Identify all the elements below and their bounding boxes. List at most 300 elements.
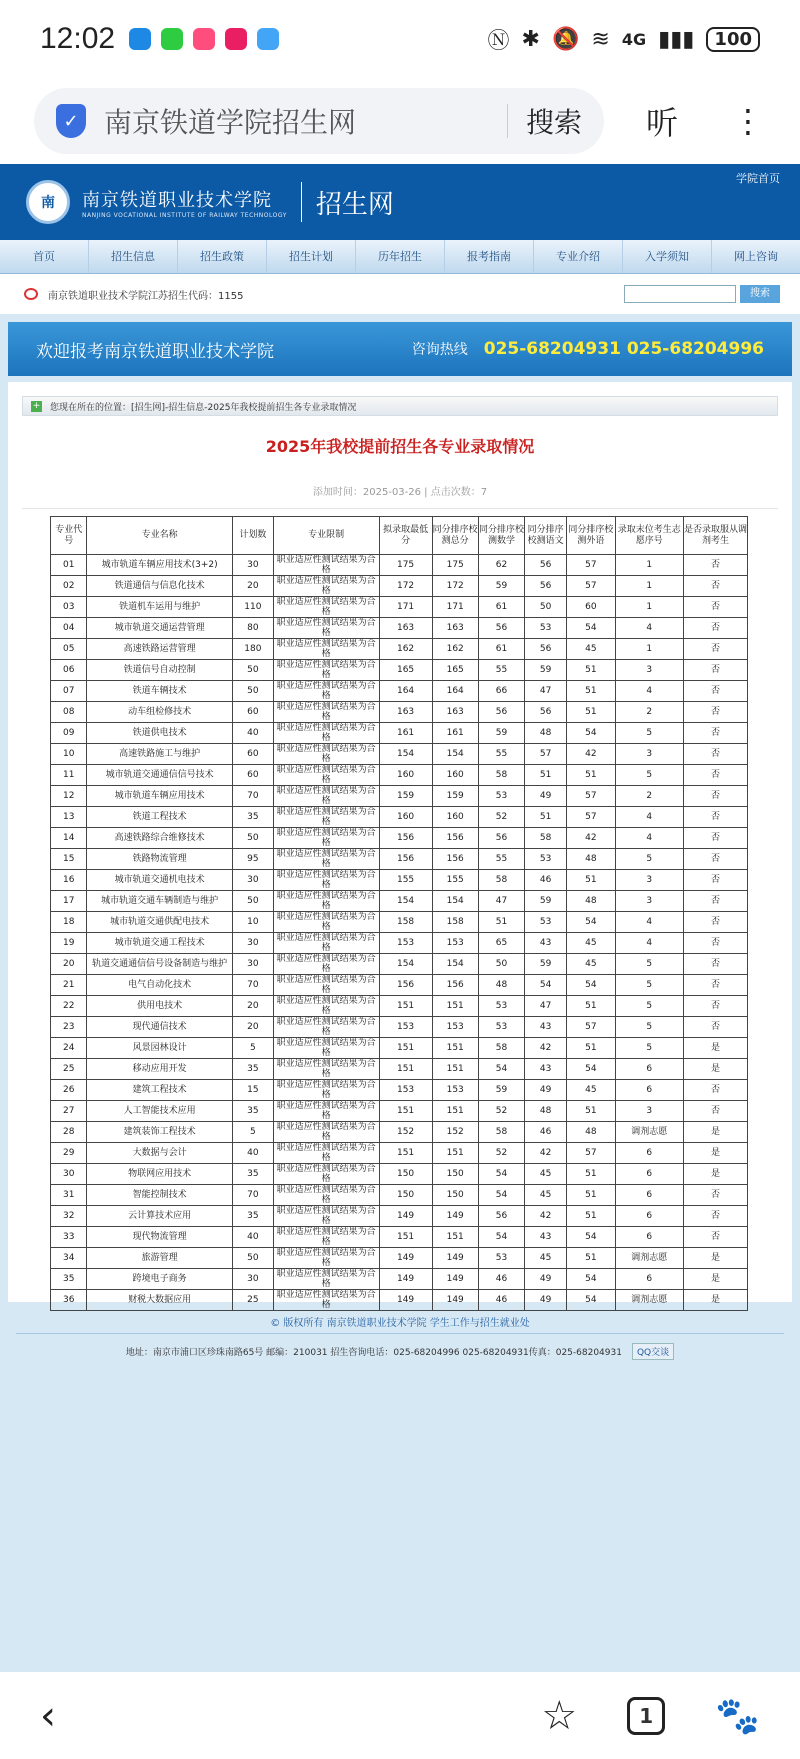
table-cell: 155 bbox=[379, 870, 432, 891]
table-cell: 60 bbox=[232, 744, 273, 765]
table-cell-limit: 职业适应性测试结果为合格 bbox=[273, 576, 379, 597]
notification-icons bbox=[129, 28, 279, 50]
table-cell: 5 bbox=[615, 1017, 683, 1038]
table-cell: 54 bbox=[478, 1059, 524, 1080]
table-header-cell: 计划数 bbox=[232, 517, 273, 555]
table-cell-limit: 职业适应性测试结果为合格 bbox=[273, 870, 379, 891]
table-cell: 151 bbox=[379, 1059, 432, 1080]
table-cell-limit: 职业适应性测试结果为合格 bbox=[273, 555, 379, 576]
table-cell: 153 bbox=[432, 1017, 478, 1038]
table-cell: 30 bbox=[232, 933, 273, 954]
breadcrumb-text: 您现在所在的位置：[招生网]-招生信息-2025年我校提前招生各专业录取情况 bbox=[50, 402, 357, 413]
table-cell: 55 bbox=[478, 660, 524, 681]
table-cell: 51 bbox=[567, 870, 616, 891]
table-cell: 20 bbox=[232, 1017, 273, 1038]
table-cell: 52 bbox=[478, 807, 524, 828]
table-cell-limit: 职业适应性测试结果为合格 bbox=[273, 954, 379, 975]
table-cell: 否 bbox=[683, 639, 747, 660]
logo-chinese: 南京铁道职业技术学院 bbox=[82, 189, 272, 211]
table-cell: 29 bbox=[51, 1143, 87, 1164]
nav-item-guide[interactable]: 报考指南 bbox=[445, 240, 534, 273]
table-cell: 02 bbox=[51, 576, 87, 597]
table-cell: 否 bbox=[683, 744, 747, 765]
plus-icon: + bbox=[32, 400, 41, 411]
table-cell: 34 bbox=[51, 1248, 87, 1269]
table-cell: 149 bbox=[379, 1290, 432, 1311]
table-cell: 50 bbox=[232, 1248, 273, 1269]
table-cell-limit: 职业适应性测试结果为合格 bbox=[273, 975, 379, 996]
table-cell: 151 bbox=[432, 1038, 478, 1059]
table-cell: 4 bbox=[615, 618, 683, 639]
table-cell: 51 bbox=[567, 1164, 616, 1185]
table-cell: 是 bbox=[683, 1038, 747, 1059]
table-cell: 47 bbox=[525, 681, 567, 702]
table-cell: 20 bbox=[232, 996, 273, 1017]
secure-shield-icon: ✓ bbox=[56, 104, 86, 138]
table-cell: 151 bbox=[379, 1227, 432, 1248]
table-cell: 40 bbox=[232, 723, 273, 744]
table-cell: 59 bbox=[478, 723, 524, 744]
table-cell: 3 bbox=[615, 891, 683, 912]
table-cell: 159 bbox=[432, 786, 478, 807]
weather-icon bbox=[257, 28, 279, 50]
table-cell: 60 bbox=[232, 702, 273, 723]
college-home-link[interactable]: 学院首页 bbox=[736, 172, 780, 185]
table-cell: 22 bbox=[51, 996, 87, 1017]
table-row bbox=[51, 660, 748, 681]
table-cell: 161 bbox=[379, 723, 432, 744]
table-cell: 156 bbox=[379, 828, 432, 849]
table-cell: 27 bbox=[51, 1101, 87, 1122]
table-header-cell: 录取末位考生志愿序号 bbox=[615, 517, 683, 555]
hotline-label: 咨询热线 bbox=[411, 342, 468, 358]
table-cell: 3 bbox=[615, 660, 683, 681]
table-cell: 是 bbox=[683, 1248, 747, 1269]
table-cell: 轨道交通通信信号设备制造与维护 bbox=[87, 954, 233, 975]
table-cell: 59 bbox=[525, 660, 567, 681]
table-cell: 04 bbox=[51, 618, 87, 639]
table-header-cell: 专业限制 bbox=[273, 517, 379, 555]
table-row bbox=[51, 744, 748, 765]
url-text[interactable]: 南京铁道学院招生网 bbox=[104, 106, 357, 139]
table-cell: 61 bbox=[478, 597, 524, 618]
table-cell: 53 bbox=[525, 912, 567, 933]
table-cell: 32 bbox=[51, 1206, 87, 1227]
table-header-row bbox=[51, 517, 748, 555]
table-cell: 56 bbox=[478, 618, 524, 639]
table-cell: 58 bbox=[478, 870, 524, 891]
table-cell-limit: 职业适应性测试结果为合格 bbox=[273, 1017, 379, 1038]
table-cell: 48 bbox=[478, 975, 524, 996]
mute-icon: 🔕 bbox=[551, 26, 580, 52]
table-cell: 51 bbox=[567, 681, 616, 702]
table-cell: 149 bbox=[379, 1248, 432, 1269]
table-cell: 54 bbox=[567, 1059, 616, 1080]
table-cell: 57 bbox=[567, 786, 616, 807]
table-cell: 现代物流管理 bbox=[87, 1227, 233, 1248]
table-cell: 55 bbox=[478, 849, 524, 870]
table-cell: 28 bbox=[51, 1122, 87, 1143]
nfc-icon: Ⓝ bbox=[487, 28, 510, 54]
table-cell: 164 bbox=[432, 681, 478, 702]
table-cell: 95 bbox=[232, 849, 273, 870]
nav-item-enrollment[interactable]: 入学须知 bbox=[623, 240, 712, 273]
table-cell: 160 bbox=[432, 765, 478, 786]
web-page bbox=[0, 164, 800, 1672]
table-row bbox=[51, 1206, 748, 1227]
article-meta: 添加时间：2025-03-26 | 点击次数：7 bbox=[312, 487, 488, 498]
table-cell: 30 bbox=[232, 870, 273, 891]
table-row bbox=[51, 639, 748, 660]
wifi-icon: ≋ bbox=[591, 26, 610, 52]
table-cell: 152 bbox=[432, 1122, 478, 1143]
listen-button[interactable]: 听 bbox=[646, 104, 679, 142]
table-cell-limit: 职业适应性测试结果为合格 bbox=[273, 1185, 379, 1206]
table-cell: 13 bbox=[51, 807, 87, 828]
table-row bbox=[51, 576, 748, 597]
table-cell: 35 bbox=[232, 1206, 273, 1227]
table-cell: 45 bbox=[525, 1185, 567, 1206]
table-cell: 20 bbox=[51, 954, 87, 975]
table-row bbox=[51, 1185, 748, 1206]
nav-item-majors[interactable]: 专业介绍 bbox=[534, 240, 623, 273]
table-cell: 智能控制技术 bbox=[87, 1185, 233, 1206]
table-cell: 50 bbox=[478, 954, 524, 975]
table-cell: 是 bbox=[683, 1122, 747, 1143]
table-cell: 否 bbox=[683, 618, 747, 639]
table-cell-limit: 职业适应性测试结果为合格 bbox=[273, 597, 379, 618]
table-cell: 6 bbox=[615, 1206, 683, 1227]
table-cell: 54 bbox=[567, 975, 616, 996]
welcome-banner bbox=[8, 322, 792, 376]
table-row bbox=[51, 597, 748, 618]
table-cell: 156 bbox=[432, 849, 478, 870]
table-cell: 6 bbox=[615, 1269, 683, 1290]
table-cell: 163 bbox=[432, 702, 478, 723]
table-cell: 铁路物流管理 bbox=[87, 849, 233, 870]
table-cell: 否 bbox=[683, 1080, 747, 1101]
table-row bbox=[51, 786, 748, 807]
table-cell: 175 bbox=[379, 555, 432, 576]
table-cell: 45 bbox=[567, 639, 616, 660]
table-cell: 62 bbox=[478, 555, 524, 576]
table-row bbox=[51, 828, 748, 849]
table-row bbox=[51, 555, 748, 576]
table-header-cell: 同分排序校测外语 bbox=[567, 517, 616, 555]
kebab-icon[interactable]: ⋮ bbox=[732, 102, 764, 140]
table-cell: 城市轨道交通工程技术 bbox=[87, 933, 233, 954]
divider bbox=[22, 508, 778, 509]
table-row bbox=[51, 807, 748, 828]
table-cell: 159 bbox=[379, 786, 432, 807]
table-cell: 30 bbox=[51, 1164, 87, 1185]
table-cell: 57 bbox=[567, 576, 616, 597]
table-cell: 150 bbox=[432, 1164, 478, 1185]
table-cell: 54 bbox=[478, 1227, 524, 1248]
table-cell: 43 bbox=[525, 1227, 567, 1248]
table-cell: 54 bbox=[567, 1290, 616, 1311]
table-cell: 165 bbox=[432, 660, 478, 681]
table-cell: 移动应用开发 bbox=[87, 1059, 233, 1080]
table-cell: 1 bbox=[615, 576, 683, 597]
table-cell: 40 bbox=[232, 1143, 273, 1164]
speech-bubble-icon bbox=[24, 288, 38, 300]
table-cell: 6 bbox=[615, 1143, 683, 1164]
table-row bbox=[51, 1080, 748, 1101]
table-row bbox=[51, 681, 748, 702]
status-right bbox=[488, 24, 760, 55]
table-cell: 60 bbox=[567, 597, 616, 618]
table-cell: 35 bbox=[51, 1269, 87, 1290]
table-cell: 160 bbox=[379, 765, 432, 786]
table-cell: 30 bbox=[232, 1269, 273, 1290]
bluetooth-icon: ✱ bbox=[521, 26, 540, 52]
table-cell: 56 bbox=[525, 639, 567, 660]
table-cell: 154 bbox=[379, 954, 432, 975]
nav-item-policy[interactable]: 招生政策 bbox=[178, 240, 267, 273]
bookmark-star-icon[interactable]: ☆ bbox=[541, 1692, 578, 1739]
table-cell: 48 bbox=[525, 723, 567, 744]
nav-item-home[interactable]: 首页 bbox=[0, 240, 89, 273]
table-cell: 调剂志愿 bbox=[615, 1122, 683, 1143]
article-content bbox=[8, 382, 792, 1310]
table-cell-limit: 职业适应性测试结果为合格 bbox=[273, 807, 379, 828]
table-header-cell: 同分排序校测语文 bbox=[525, 517, 567, 555]
table-row bbox=[51, 1038, 748, 1059]
table-cell-limit: 职业适应性测试结果为合格 bbox=[273, 639, 379, 660]
table-cell: 否 bbox=[683, 555, 747, 576]
table-cell: 19 bbox=[51, 933, 87, 954]
table-cell: 153 bbox=[379, 1017, 432, 1038]
table-cell: 162 bbox=[379, 639, 432, 660]
table-cell: 铁道工程技术 bbox=[87, 807, 233, 828]
table-cell: 51 bbox=[567, 765, 616, 786]
table-cell: 5 bbox=[615, 975, 683, 996]
table-cell: 43 bbox=[525, 1059, 567, 1080]
table-cell: 铁道机车运用与维护 bbox=[87, 597, 233, 618]
table-cell-limit: 职业适应性测试结果为合格 bbox=[273, 1164, 379, 1185]
table-cell-limit: 职业适应性测试结果为合格 bbox=[273, 681, 379, 702]
table-cell: 162 bbox=[432, 639, 478, 660]
table-cell: 149 bbox=[432, 1206, 478, 1227]
table-cell: 54 bbox=[567, 912, 616, 933]
table-cell: 42 bbox=[525, 1143, 567, 1164]
table-cell: 33 bbox=[51, 1227, 87, 1248]
hotline-numbers: 025-68204931 025-68204996 bbox=[483, 339, 764, 359]
table-cell-limit: 职业适应性测试结果为合格 bbox=[273, 1143, 379, 1164]
table-cell: 3 bbox=[615, 1101, 683, 1122]
table-cell: 151 bbox=[379, 996, 432, 1017]
table-row bbox=[51, 1059, 748, 1080]
table-row bbox=[51, 1164, 748, 1185]
table-header-cell: 专业名称 bbox=[87, 517, 233, 555]
table-cell: 城市轨道交通机电技术 bbox=[87, 870, 233, 891]
table-cell: 是 bbox=[683, 1164, 747, 1185]
site-search bbox=[624, 285, 780, 303]
table-cell: 61 bbox=[478, 639, 524, 660]
address-bar[interactable] bbox=[34, 88, 604, 154]
table-cell: 151 bbox=[432, 1143, 478, 1164]
table-cell: 55 bbox=[478, 744, 524, 765]
browser-toolbar bbox=[0, 78, 800, 164]
table-cell: 1 bbox=[615, 555, 683, 576]
table-cell: 70 bbox=[232, 975, 273, 996]
nav-item-consult[interactable]: 网上咨询 bbox=[734, 250, 778, 263]
table-row bbox=[51, 723, 748, 744]
nav-item-info[interactable]: 招生信息 bbox=[89, 240, 178, 273]
site-search-input[interactable] bbox=[624, 285, 736, 303]
table-cell: 58 bbox=[478, 1122, 524, 1143]
table-cell: 3 bbox=[615, 744, 683, 765]
logo-text[interactable] bbox=[82, 186, 287, 219]
breadcrumb bbox=[22, 396, 778, 416]
table-cell: 风景园林设计 bbox=[87, 1038, 233, 1059]
table-cell: 25 bbox=[232, 1290, 273, 1311]
table-cell: 149 bbox=[432, 1248, 478, 1269]
table-cell: 56 bbox=[478, 702, 524, 723]
table-cell: 59 bbox=[525, 891, 567, 912]
table-cell: 否 bbox=[683, 576, 747, 597]
tabs-count-button[interactable]: 1 bbox=[627, 1697, 665, 1735]
table-cell: 53 bbox=[525, 849, 567, 870]
table-row bbox=[51, 1248, 748, 1269]
table-cell: 否 bbox=[683, 1185, 747, 1206]
table-cell: 156 bbox=[379, 975, 432, 996]
table-cell: 52 bbox=[478, 1143, 524, 1164]
table-cell: 58 bbox=[525, 828, 567, 849]
table-cell: 155 bbox=[432, 870, 478, 891]
table-cell: 物联网应用技术 bbox=[87, 1164, 233, 1185]
nav-item-plan[interactable]: 招生计划 bbox=[267, 240, 356, 273]
table-cell: 06 bbox=[51, 660, 87, 681]
table-cell: 49 bbox=[525, 1290, 567, 1311]
table-cell: 是 bbox=[683, 1269, 747, 1290]
table-cell: 建筑工程技术 bbox=[87, 1080, 233, 1101]
search-button[interactable]: 搜索 bbox=[525, 106, 582, 139]
table-cell: 160 bbox=[379, 807, 432, 828]
table-cell: 是 bbox=[683, 1059, 747, 1080]
admission-table bbox=[50, 516, 748, 1311]
table-cell: 否 bbox=[683, 660, 747, 681]
table-cell: 151 bbox=[432, 1101, 478, 1122]
table-cell: 否 bbox=[683, 1227, 747, 1248]
table-cell: 150 bbox=[379, 1185, 432, 1206]
table-cell: 46 bbox=[525, 870, 567, 891]
table-cell-limit: 职业适应性测试结果为合格 bbox=[273, 786, 379, 807]
back-icon[interactable]: ‹ bbox=[40, 1692, 56, 1739]
table-cell: 08 bbox=[51, 702, 87, 723]
qq-chat-button[interactable]: QQ交谈 bbox=[632, 1343, 674, 1360]
table-cell: 城市轨道交通车辆制造与维护 bbox=[87, 891, 233, 912]
table-cell: 否 bbox=[683, 1206, 747, 1227]
table-cell: 否 bbox=[683, 870, 747, 891]
table-row bbox=[51, 933, 748, 954]
table-cell: 153 bbox=[379, 933, 432, 954]
table-cell: 51 bbox=[567, 1206, 616, 1227]
table-row bbox=[51, 1017, 748, 1038]
table-cell-limit: 职业适应性测试结果为合格 bbox=[273, 1059, 379, 1080]
table-cell: 31 bbox=[51, 1185, 87, 1206]
table-cell: 151 bbox=[379, 1038, 432, 1059]
table-cell: 24 bbox=[51, 1038, 87, 1059]
table-row bbox=[51, 870, 748, 891]
table-cell: 163 bbox=[379, 618, 432, 639]
table-cell: 11 bbox=[51, 765, 87, 786]
table-cell: 48 bbox=[567, 849, 616, 870]
app-icon bbox=[193, 28, 215, 50]
table-cell: 26 bbox=[51, 1080, 87, 1101]
table-row bbox=[51, 1101, 748, 1122]
table-cell: 云计算技术应用 bbox=[87, 1206, 233, 1227]
table-cell: 建筑装饰工程技术 bbox=[87, 1122, 233, 1143]
app-icon bbox=[225, 28, 247, 50]
table-cell: 48 bbox=[567, 1122, 616, 1143]
table-cell: 35 bbox=[232, 807, 273, 828]
table-cell: 171 bbox=[379, 597, 432, 618]
article-title: 2025年我校提前招生各专业录取情况 bbox=[265, 437, 535, 456]
table-cell: 46 bbox=[525, 1122, 567, 1143]
table-cell: 1 bbox=[615, 597, 683, 618]
table-cell: 51 bbox=[525, 807, 567, 828]
baidu-paw-icon[interactable]: 🐾 bbox=[715, 1695, 760, 1737]
network-label: 4G bbox=[621, 29, 647, 49]
table-cell-limit: 职业适应性测试结果为合格 bbox=[273, 1206, 379, 1227]
table-cell: 否 bbox=[683, 1017, 747, 1038]
table-cell: 57 bbox=[567, 1017, 616, 1038]
table-cell: 163 bbox=[379, 702, 432, 723]
table-cell: 5 bbox=[232, 1122, 273, 1143]
table-cell: 110 bbox=[232, 597, 273, 618]
table-cell: 57 bbox=[567, 1143, 616, 1164]
table-cell: 6 bbox=[615, 1227, 683, 1248]
table-cell: 1 bbox=[615, 639, 683, 660]
table-cell: 否 bbox=[683, 954, 747, 975]
table-cell: 人工智能技术应用 bbox=[87, 1101, 233, 1122]
nav-item-history[interactable]: 历年招生 bbox=[356, 240, 445, 273]
table-header-cell: 是否录取服从调剂考生 bbox=[683, 517, 747, 555]
table-cell-limit: 职业适应性测试结果为合格 bbox=[273, 765, 379, 786]
table-cell: 20 bbox=[232, 576, 273, 597]
table-cell: 否 bbox=[683, 1101, 747, 1122]
table-cell: 59 bbox=[478, 576, 524, 597]
table-cell: 149 bbox=[379, 1206, 432, 1227]
logo-english: NANJING VOCATIONAL INSTITUTE OF RAILWAY TECHNOLOGY bbox=[82, 211, 287, 219]
table-cell: 30 bbox=[232, 555, 273, 576]
table-cell: 60 bbox=[232, 765, 273, 786]
table-cell: 23 bbox=[51, 1017, 87, 1038]
table-cell: 153 bbox=[379, 1080, 432, 1101]
table-cell: 动车组检修技术 bbox=[87, 702, 233, 723]
table-cell: 6 bbox=[615, 1059, 683, 1080]
table-cell: 53 bbox=[478, 786, 524, 807]
site-search-button[interactable]: 搜索 bbox=[740, 285, 780, 303]
table-cell: 165 bbox=[379, 660, 432, 681]
table-cell: 50 bbox=[525, 597, 567, 618]
table-cell: 30 bbox=[232, 954, 273, 975]
table-cell: 4 bbox=[615, 807, 683, 828]
table-cell: 否 bbox=[683, 681, 747, 702]
browser-bottom-bar bbox=[0, 1672, 800, 1759]
table-row bbox=[51, 891, 748, 912]
table-cell: 51 bbox=[525, 765, 567, 786]
table-cell: 42 bbox=[525, 1206, 567, 1227]
table-cell: 175 bbox=[432, 555, 478, 576]
table-cell: 4 bbox=[615, 828, 683, 849]
table-cell: 70 bbox=[232, 786, 273, 807]
table-cell: 45 bbox=[567, 933, 616, 954]
table-cell: 160 bbox=[432, 807, 478, 828]
table-cell: 149 bbox=[432, 1269, 478, 1290]
